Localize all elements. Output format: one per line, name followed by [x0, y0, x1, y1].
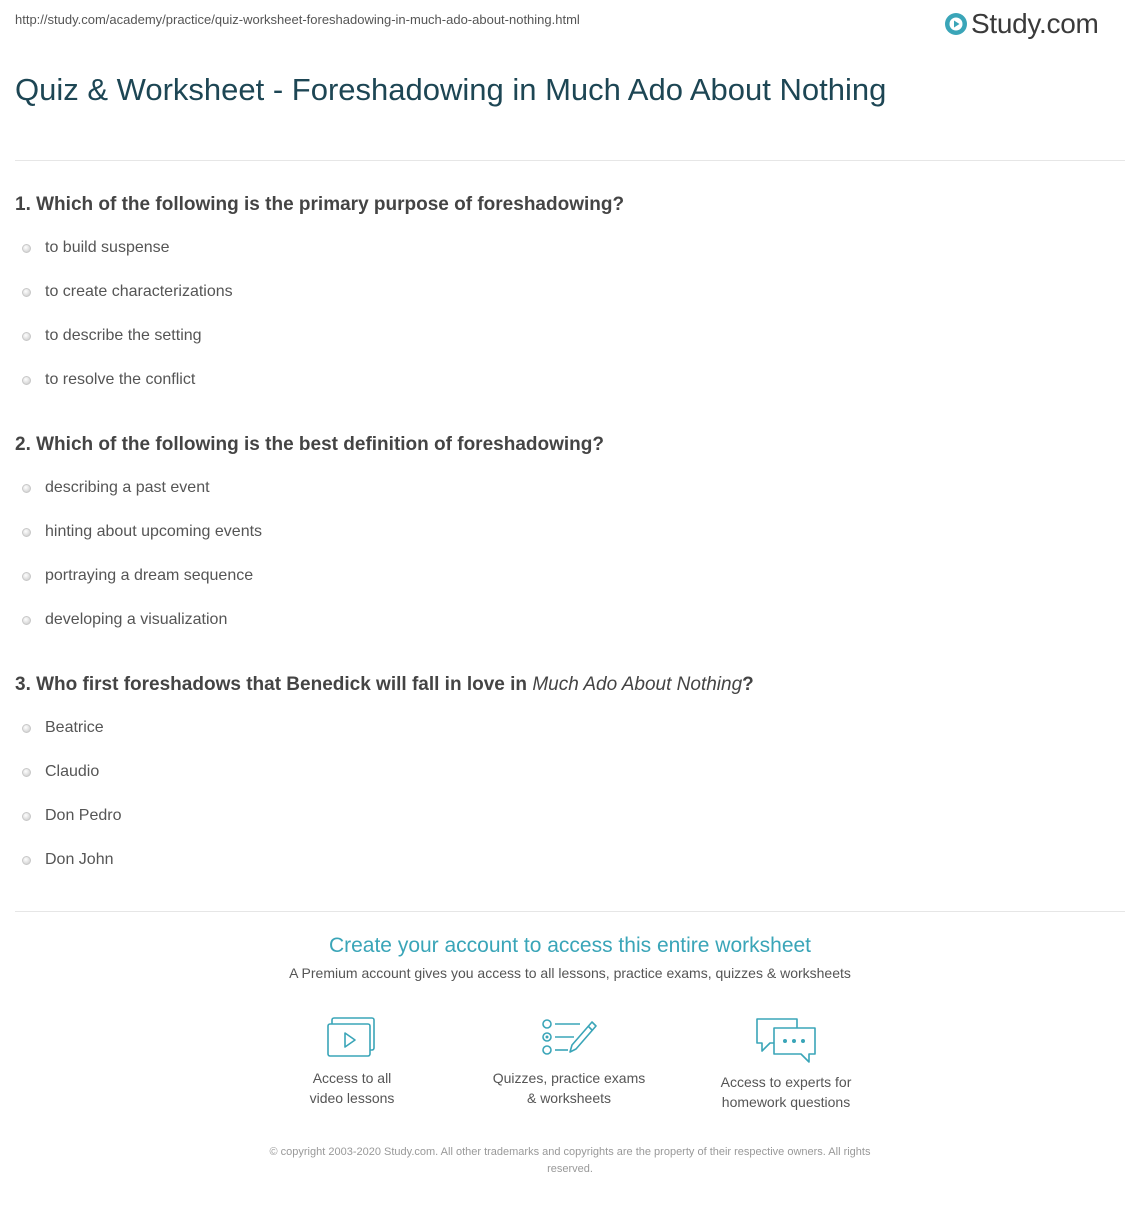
choice-1d[interactable]	[22, 371, 195, 389]
logo-text: Study.com	[971, 8, 1099, 39]
quiz-checklist-icon	[540, 1016, 598, 1060]
page-url: http://study.com/academy/practice/quiz-worksheet-foreshadowing-in-much-ado-about-nothing.html	[15, 12, 580, 27]
choice-2b[interactable]	[22, 523, 262, 541]
choice-label: portraying a dream sequence	[45, 567, 254, 584]
cta-subtitle: A Premium account gives you access to all lessons, practice exams, quizzes & worksheets	[289, 965, 851, 981]
choice-label: Don Pedro	[45, 807, 122, 824]
choice-3a[interactable]	[22, 719, 104, 737]
choice-label: developing a visualization	[45, 611, 228, 628]
choice-3c[interactable]	[22, 807, 122, 825]
choice-label: Claudio	[45, 763, 100, 780]
radio-button[interactable]	[22, 332, 31, 341]
feature-label-line1: Quizzes, practice exams	[492, 1070, 646, 1086]
choice-label: hinting about upcoming events	[45, 523, 263, 540]
feature-video-lessons	[257, 1016, 447, 1108]
copyright-notice	[215, 1144, 925, 1178]
choice-1c[interactable]	[22, 327, 202, 345]
radio-button[interactable]	[22, 856, 31, 865]
choice-2a[interactable]	[22, 479, 210, 497]
radio-button[interactable]	[22, 528, 31, 537]
feature-label-line1: Access to all	[312, 1070, 392, 1086]
choice-label: to create characterizations	[45, 283, 233, 300]
create-account-link[interactable]: Create your account to access this entire worksheet	[328, 934, 812, 957]
question-2: 2. Which of the following is the best definition of foreshadowing?	[15, 434, 604, 455]
radio-button[interactable]	[22, 724, 31, 733]
play-circle-logo-icon	[944, 12, 968, 36]
choice-2d[interactable]	[22, 611, 227, 629]
feature-experts	[691, 1016, 881, 1112]
choice-1a[interactable]	[22, 239, 170, 257]
feature-quizzes	[474, 1016, 664, 1108]
feature-label-line1: Access to experts for	[720, 1074, 852, 1090]
radio-button[interactable]	[22, 376, 31, 385]
copyright-line1: © copyright 2003-2020 Study.com. All other trademarks and copyrights are the property of their respective owners. All rights	[269, 1146, 871, 1158]
radio-button[interactable]	[22, 768, 31, 777]
radio-button[interactable]	[22, 616, 31, 625]
question-3-play-title: Much Ado About Nothing	[532, 674, 743, 695]
radio-button[interactable]	[22, 484, 31, 493]
copyright-line2: reserved.	[547, 1163, 593, 1175]
question-3-mark: ?	[742, 674, 754, 695]
question-3-text: 3. Who first foreshadows that Benedick will fall in love in	[15, 674, 533, 695]
choice-label: to describe the setting	[45, 327, 202, 344]
choice-label: describing a past event	[45, 479, 210, 496]
page-title: Quiz & Worksheet - Foreshadowing in Much Ado About Nothing	[15, 72, 887, 107]
feature-label-line2: video lessons	[309, 1090, 395, 1106]
choice-label: Beatrice	[45, 719, 104, 736]
question-1: 1. Which of the following is the primary purpose of foreshadowing?	[15, 194, 625, 215]
video-lessons-icon	[326, 1016, 378, 1060]
choice-2c[interactable]	[22, 567, 253, 585]
choice-3b[interactable]	[22, 763, 99, 781]
radio-button[interactable]	[22, 244, 31, 253]
radio-button[interactable]	[22, 812, 31, 821]
choice-label: Don John	[45, 851, 114, 868]
feature-label-line2: homework questions	[721, 1094, 851, 1110]
title-divider	[15, 160, 1125, 161]
choice-1b[interactable]	[22, 283, 233, 301]
feature-label-line2: & worksheets	[526, 1090, 612, 1106]
choice-3d[interactable]	[22, 851, 114, 869]
radio-button[interactable]	[22, 288, 31, 297]
choice-label: to build suspense	[45, 239, 170, 256]
cta-divider	[15, 911, 1125, 912]
study-logo[interactable]	[944, 8, 1099, 40]
radio-button[interactable]	[22, 572, 31, 581]
chat-bubbles-icon	[754, 1016, 818, 1064]
choice-label: to resolve the conflict	[45, 371, 196, 388]
question-3	[15, 674, 754, 696]
